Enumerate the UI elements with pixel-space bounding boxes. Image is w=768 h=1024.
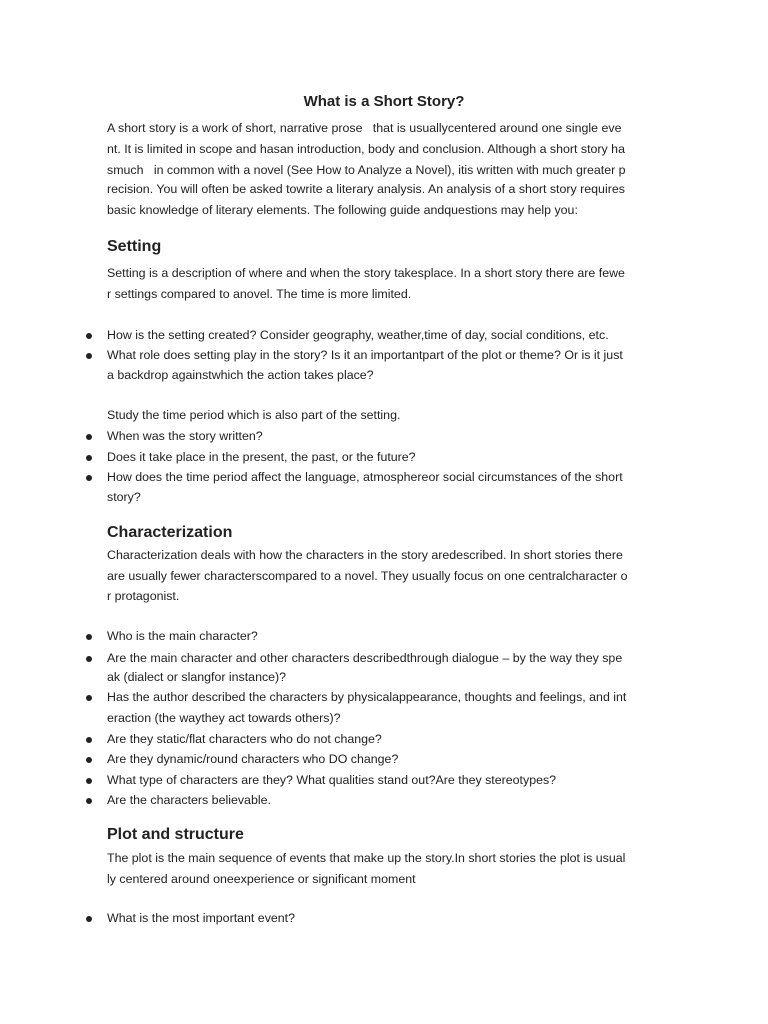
bullet-icon [86, 634, 92, 640]
bullet-icon [86, 757, 92, 763]
bullet-text: When was the story written? [107, 429, 263, 443]
bullet-icon [86, 695, 92, 701]
intro-line: smuch in common with a novel (See How to Analyze a Novel), itis written with much greater p [107, 163, 626, 177]
bullet-icon [86, 475, 92, 481]
bullet-text: What role does setting play in the story? Is it an importantpart of the plot or theme? Or is it just [107, 348, 623, 362]
bullet-text: What is the most important event? [107, 911, 296, 925]
intro-line: nt. It is limited in scope and hasan introduction, body and conclusion. Although a short story ha [107, 142, 625, 156]
bullet-icon [86, 656, 92, 662]
bullet-text: story? [107, 490, 141, 504]
page-title: What is a Short Story? [303, 93, 465, 110]
bullet-text: a backdrop againstwhich the action takes place? [107, 368, 374, 382]
bullet-icon [86, 353, 92, 359]
bullet-text: Are the main character and other characters describedthrough dialogue – by the way they spe [107, 651, 623, 665]
bullet-icon [86, 916, 92, 922]
intro-line: basic knowledge of literary elements. The following guide andquestions may help you: [107, 203, 578, 217]
bullet-text: Are they static/flat characters who do not change? [107, 732, 382, 746]
setting-time-note: Study the time period which is also part of the setting. [107, 408, 401, 422]
bullet-text: Has the author described the characters by physicalappearance, thoughts and feelings, and int [107, 690, 627, 704]
section-heading-characterization: Characterization [107, 524, 233, 541]
intro-line: A short story is a work of short, narrative prose that is usuallycentered around one single eve [107, 121, 622, 135]
intro-line: recision. You will often be asked towrite a literary analysis. An analysis of a short story requires [107, 182, 625, 196]
plot-desc-line: The plot is the main sequence of events that make up the story.In short stories the plot is usual [107, 851, 626, 865]
bullet-icon [86, 737, 92, 743]
bullet-text: What type of characters are they? What qualities stand out?Are they stereotypes? [107, 773, 557, 787]
bullet-text: How is the setting created? Consider geography, weather,time of day, social conditions, etc. [107, 328, 609, 342]
bullet-text: How does the time period affect the language, atmosphereor social circumstances of the short [107, 470, 623, 484]
characterization-desc-line: r protagonist. [107, 589, 180, 603]
bullet-text: Who is the main character? [107, 629, 258, 643]
section-heading-setting: Setting [107, 238, 162, 255]
characterization-desc-line: Characterization deals with how the characters in the story aredescribed. In short stories there [107, 548, 623, 562]
setting-desc-line: r settings compared to anovel. The time is more limited. [107, 287, 412, 301]
bullet-icon [86, 434, 92, 440]
bullet-text: eraction (the waythey act towards others)? [107, 711, 341, 725]
bullet-icon [86, 455, 92, 461]
setting-desc-line: Setting is a description of where and when the story takesplace. In a short story there are fewe [107, 266, 625, 280]
plot-desc-line: ly centered around oneexperience or significant moment [107, 872, 416, 886]
bullet-text: Are they dynamic/round characters who DO change? [107, 752, 399, 766]
bullet-icon [86, 778, 92, 784]
bullet-icon [86, 798, 92, 804]
bullet-text: ak (dialect or slangfor instance)? [107, 670, 287, 684]
bullet-text: Are the characters believable. [107, 793, 271, 807]
characterization-desc-line: are usually fewer characterscompared to a novel. They usually focus on one centralcharacter o [107, 569, 628, 583]
bullet-text: Does it take place in the present, the past, or the future? [107, 450, 416, 464]
bullet-icon [86, 333, 92, 339]
section-heading-plot: Plot and structure [107, 826, 244, 843]
